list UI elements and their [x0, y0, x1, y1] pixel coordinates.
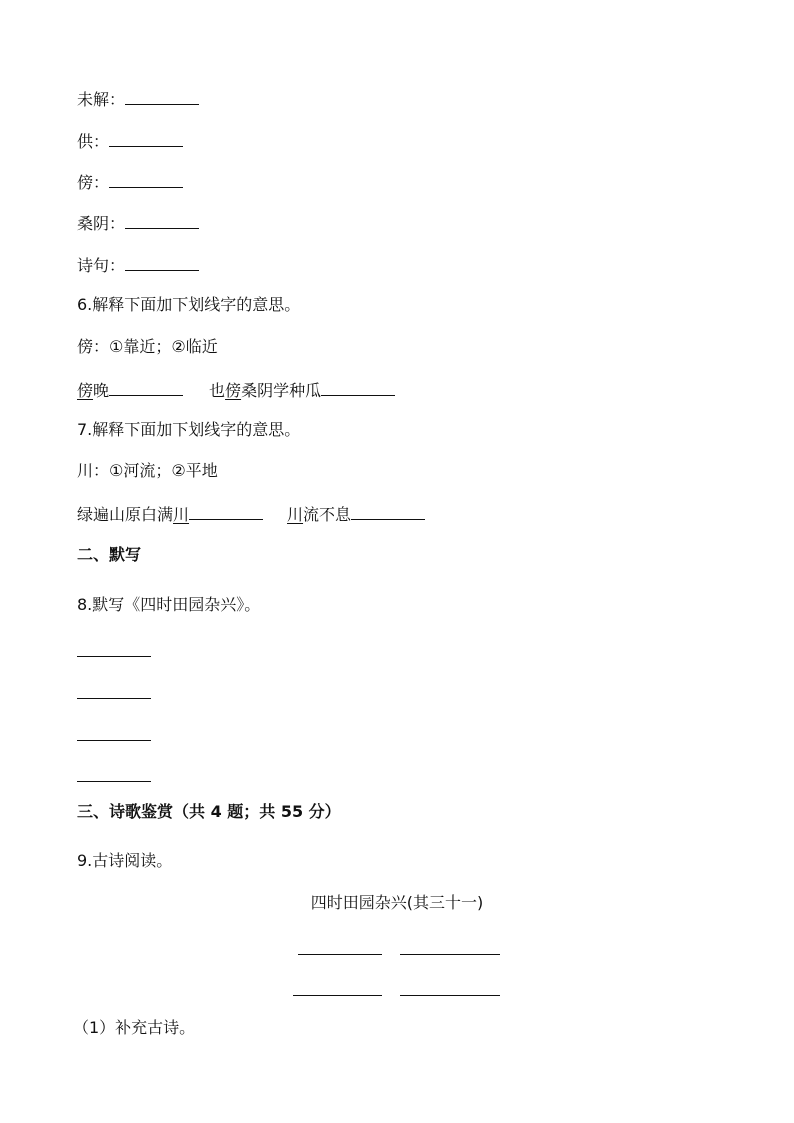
underlined-char: 川	[287, 505, 304, 524]
vocab-label: 诗句：	[77, 256, 126, 275]
underlined-char: 傍	[77, 381, 94, 400]
vocab-line-gong	[77, 130, 183, 152]
vocab-label: 供：	[77, 132, 110, 151]
vocab-label: 桑阴：	[77, 214, 126, 233]
vocab-label: 未解：	[77, 90, 126, 109]
vocab-label: 傍：	[77, 173, 110, 192]
answer-blank[interactable]	[109, 379, 183, 396]
poem-blank[interactable]	[293, 995, 382, 996]
vocab-line-sangyin	[77, 212, 199, 234]
section-heading: 二、默写	[77, 545, 142, 564]
q7-items	[77, 503, 425, 525]
answer-blank[interactable]	[321, 379, 395, 396]
underlined-char: 川	[173, 505, 190, 524]
answer-blank[interactable]	[125, 212, 199, 229]
q6-item2-pre: 也	[209, 381, 226, 400]
poem-blank[interactable]	[298, 954, 382, 955]
answer-blank[interactable]	[125, 88, 199, 105]
q7-options: 川：①河流；②平地	[77, 461, 218, 480]
q9-stem: 9.古诗阅读。	[77, 851, 173, 870]
poem-blank[interactable]	[400, 954, 500, 955]
vocab-line-shiju	[77, 254, 199, 276]
vocab-line-weijie	[77, 88, 199, 110]
q8-stem: 8.默写《四时田园杂兴》。	[77, 595, 261, 614]
q7-stem: 7.解释下面加下划线字的意思。	[77, 420, 301, 439]
q6-options: 傍：①靠近；②临近	[77, 337, 218, 356]
q6-stem: 6.解释下面加下划线字的意思。	[77, 295, 301, 314]
answer-blank[interactable]	[189, 503, 263, 520]
q6-item2-text: 桑阴学种瓜	[241, 381, 322, 400]
q6-item1-text: 晚	[93, 381, 110, 400]
answer-blank[interactable]	[109, 171, 183, 188]
q9-sub1: （1）补充古诗。	[73, 1018, 196, 1037]
poem-title: 四时田园杂兴(其三十一)	[310, 893, 484, 912]
q7-item1-pre: 绿遍山原白满	[77, 505, 174, 524]
poem-blank[interactable]	[400, 995, 500, 996]
vocab-line-bang	[77, 171, 183, 193]
q6-items	[77, 379, 395, 401]
answer-blank[interactable]	[77, 724, 151, 741]
answer-blank[interactable]	[77, 765, 151, 782]
answer-blank[interactable]	[77, 640, 151, 657]
dictation-line	[77, 682, 151, 704]
dictation-line	[77, 765, 151, 787]
dictation-line	[77, 640, 151, 662]
dictation-line	[77, 724, 151, 746]
underlined-char: 傍	[225, 381, 242, 400]
answer-blank[interactable]	[125, 254, 199, 271]
answer-blank[interactable]	[351, 503, 425, 520]
section-heading: 三、诗歌鉴赏（共 4 题；共 55 分）	[77, 802, 341, 821]
answer-blank[interactable]	[109, 130, 183, 147]
answer-blank[interactable]	[77, 682, 151, 699]
q7-item2-text: 流不息	[303, 505, 352, 524]
